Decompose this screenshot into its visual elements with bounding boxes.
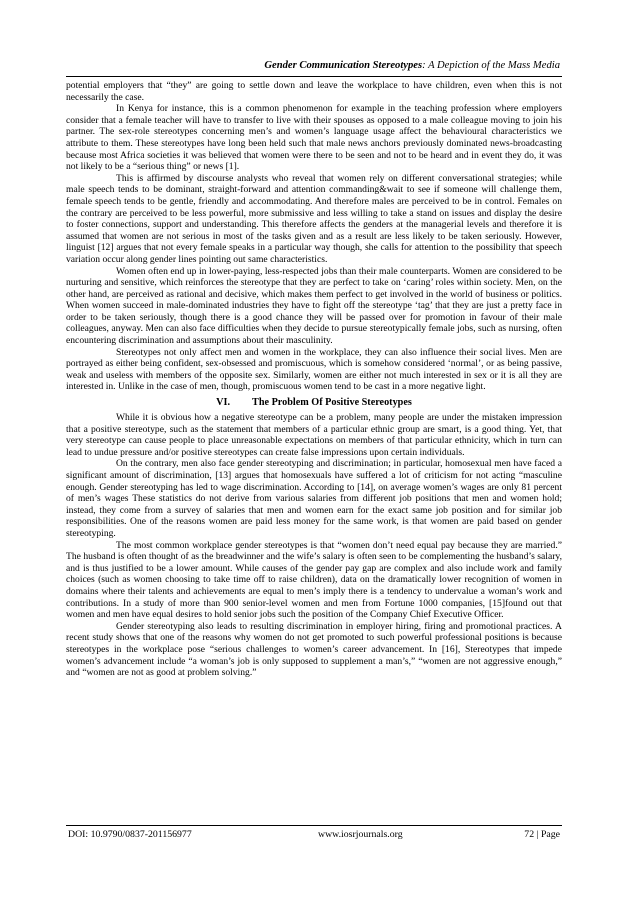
paragraph: Gender stereotyping also leads to resulting discrimination in employer hiring, firing and promotional practices. A recent study shows that one of the reasons why women do not get promoted to such powerful professional positions is because stereotypes in the workplace pose “serious challenges to women’s career advancement. In [16], Stereotypes that impede women’s advancement include “a woman’s job is only supposed to supplement a man’s,” “women are not aggressive enough,” and “women are not as good at problem solving.” (66, 620, 562, 679)
header-title-rest: : A Depiction of the Mass Media (422, 60, 560, 71)
section-number: VI. (216, 397, 231, 409)
footer-page-number: 72 | Page (524, 829, 560, 840)
paragraph: potential employers that “they” are going to settle down and leave the workplace to have children, even when this is not necessarily the case. (66, 80, 562, 103)
paragraphs-after-section (66, 412, 562, 679)
section-heading (66, 397, 562, 409)
section-title: The Problem Of Positive Stereotypes (252, 397, 412, 409)
paragraph: In Kenya for instance, this is a common phenomenon for example in the teaching profession where employers consider that a female teacher will have to transfer to live with their spouses as opposed to a male colleague moving to join his partner. The sex-role stereotypes concerning men’s and women’s language usage affect the behavioural characteristics we attribute to them. These stereotypes have long been held such that male news anchors previously dominated news-broadcasting because most Africa societies it was believed that women were there to be seen and not to be heard and in event they do, it was not likely to be a “serious thing” or news [1]. (66, 103, 562, 173)
paragraphs-before-section (66, 80, 562, 393)
paragraph: The most common workplace gender stereotypes is that “women don’t need equal pay because they are married.” The husband is often thought of as the breadwinner and the wife’s salary is often seen to be complementing the husband’s salary, and is thus justified to be a lower amount. While causes of the gender pay gap are complex and also include work and family choices (such as women choosing to take time off to raise children), data on the dramatically lower recognition of women in domains where their talents and achievements are equal to men’s imply there is a tendency to undervalue a woman’s work and contributions. In a study of more than 900 senior-level women and men from Fortune 1000 companies, [15]found out that women and men have equal desires to hold senior jobs such the position of the Company Chief Executive Officer. (66, 539, 562, 621)
paragraph: This is affirmed by discourse analysts who reveal that women rely on different conversational strategies; while male speech tends to be dominant, straight-forward and attention commanding&wait to see if someone will challenge them, female speech tends to be gentle, friendly and accommodating. And therefore males are perceived to be in control. Females on the contrary are perceived to be less powerful, more submissive and less willing to take a stand on issues and display the desire to foster connections, support and understanding. This therefore affects the genders at the managerial levels and therefore it is assumed that women are not serious in most of the tasks given and as a result are less likely to be taken seriously. However, linguist [12] argues that not every female speaks in a particular way though, she calls for attention to the possibility that speech variation occur along gender lines pointing out same characteristics. (66, 172, 562, 265)
body-text (66, 80, 562, 679)
paragraph: Women often end up in lower-paying, less-respected jobs than their male counterparts. Women are considered to be nurturing and sensitive, which reinforces the stereotype that they are perfect to take on ‘caring’ roles within society. Men, on the other hand, are perceived as rational and decisive, which makes them perfect to get involved in the world of business or politics. When women succeed in male-dominated industries they have to fight off the stereotype ‘tag’ that they are just a pretty face in order to be taken seriously, though there is a good chance they will be passed over for promotion in favour of their male colleagues, anyway. Men can also face difficulties when they decide to pursue stereotypically female jobs, such as nursing, often encountering discrimination and assumptions about their masculinity. (66, 265, 562, 347)
footer-doi: DOI: 10.9790/0837-201156977 (68, 829, 192, 840)
header-title-bold: Gender Communication Stereotypes (264, 60, 423, 71)
paragraph: On the contrary, men also face gender stereotyping and discrimination; in particular, homosexual men have faced a significant amount of discrimination, [13] argues that homosexuals have suffered a lot of criticism for not acting “masculine enough. Gender stereotyping has led to wage discrimination. According to [14], on average women’s wages are only 81 percent of men’s wages These statistics do not derive from various salaries from different job positions that men and women hold; instead, they come from a survey of salaries that men and women earn for the exact same job position and for similar job responsibilities. One of the reasons women are paid less money for the same work, is that women are paid based on gender stereotyping. (66, 458, 562, 539)
paragraph: While it is obvious how a negative stereotype can be a problem, many people are under the mistaken impression that a positive stereotype, such as the statement that members of a particular ethnic group are smart, is a good thing. Yet, that very stereotype can cause people to place unreasonable expectations on members of that particular ethnicity, which in turn can lead to undue pressure and/or positive stereotypes can create false impressions upon certain individuals. (66, 412, 562, 458)
footer-rule (66, 825, 562, 826)
footer-website: www.iosrjournals.org (318, 829, 403, 840)
running-header (68, 60, 560, 72)
header-rule (66, 76, 562, 77)
paragraph: Stereotypes not only affect men and women in the workplace, they can also influence their social lives. Men are portrayed as either being confident, sex-obsessed and promiscuous, which is somehow considered ‘normal’, or as being passive, weak and useless with members of the opposite sex. Similarly, women are either not much interested in sex or it is all they are interested in. Unlike in the case of men, though, promiscuous women tend to be cast in a more negative light. (66, 346, 562, 393)
